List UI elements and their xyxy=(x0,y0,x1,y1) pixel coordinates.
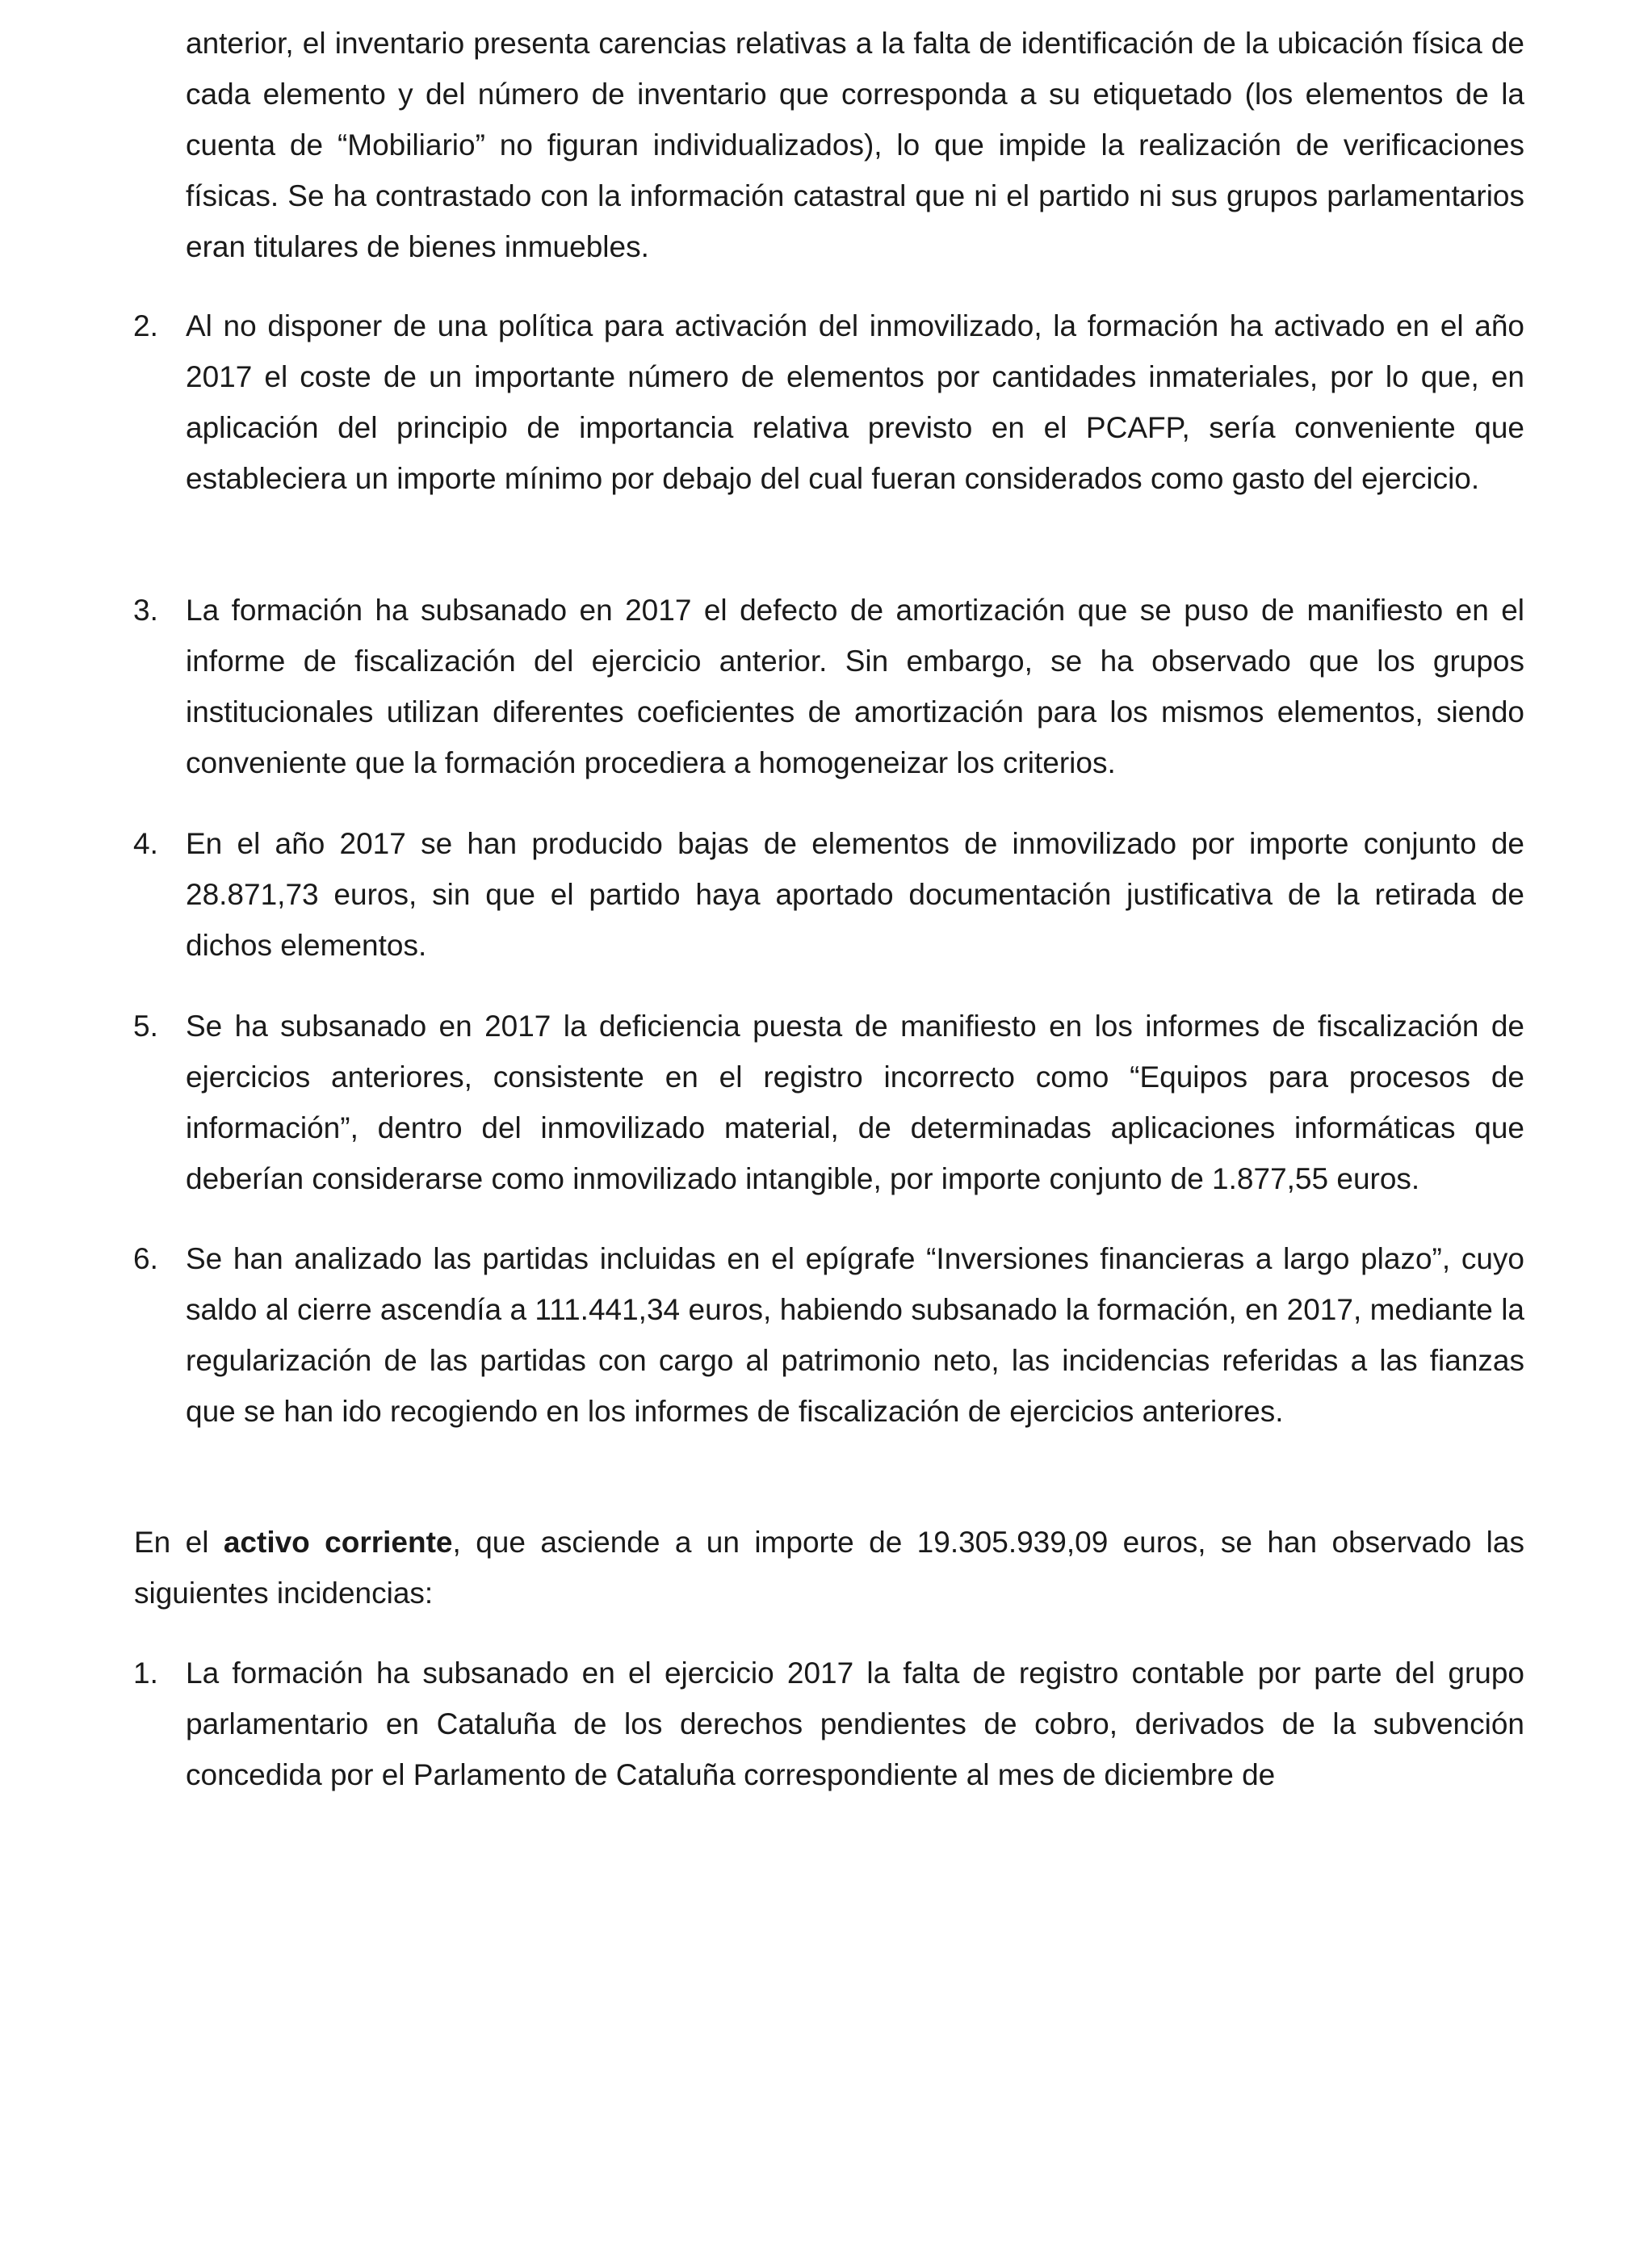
list-item xyxy=(133,1648,1524,1800)
list-item-number: 6. xyxy=(133,1242,158,1275)
list-item-number: 1. xyxy=(133,1656,158,1690)
list-item xyxy=(133,1233,1524,1437)
list-item-number: 3. xyxy=(133,594,158,627)
list-item-text: La formación ha subsanado en el ejercicio 2017 la falta de registro contable por parte del grupo parlamentario en Cataluña de los derechos pendientes de cobro, derivados de la subvención concedida por el Parlamento de Cataluña correspondiente al mes de diciembre de xyxy=(186,1656,1524,1791)
list-item-number: 2. xyxy=(133,309,158,342)
current-assets-text-after: , que asciende a un importe de 19.305.939,09 euros, se han observado las siguientes incidencias: xyxy=(134,1526,1524,1610)
current-assets-paragraph xyxy=(134,1517,1524,1619)
list-item-text: Al no disponer de una política para activación del inmovilizado, la formación ha activado en el año 2017 el coste de un importante número de elementos por cantidades inmateriales, por lo que, en aplicación del principio de importancia relativa previsto en el PCAFP, sería conveniente que estableciera un importe mínimo por debajo del cual fueran considerados como gasto del ejercicio. xyxy=(186,309,1524,495)
list-item-text: La formación ha subsanado en 2017 el defecto de amortización que se puso de manifiesto en el informe de fiscalización del ejercicio anterior. Sin embargo, se ha observado que los grupos institucionales utilizan diferentes coeficientes de amortización para los mismos elementos, siendo conveniente que la formación procediera a homogeneizar los criterios. xyxy=(186,594,1524,779)
list-item xyxy=(133,585,1524,788)
current-assets-text-before: En el xyxy=(134,1526,224,1559)
list-item-number: 4. xyxy=(133,827,158,860)
list-item-text: Se ha subsanado en 2017 la deficiencia puesta de manifiesto en los informes de fiscalización de ejercicios anteriores, consistente en el registro incorrecto como “Equipos para procesos de información”, dentro del inmovilizado material, de determinadas aplicaciones informáticas que deberían considerarse como inmovilizado intangible, por importe conjunto de 1.877,55 euros. xyxy=(186,1010,1524,1195)
list-item xyxy=(133,818,1524,971)
current-assets-bold-term: activo corriente xyxy=(223,1526,453,1559)
list-item xyxy=(133,1001,1524,1204)
list-item-text: En el año 2017 se han producido bajas de elementos de inmovilizado por importe conjunto de 28.871,73 euros, sin que el partido haya aportado documentación justificativa de la retirada de dichos elementos. xyxy=(186,827,1524,962)
list-item-number: 5. xyxy=(133,1010,158,1043)
list-item-text: Se han analizado las partidas incluidas en el epígrafe “Inversiones financieras a largo plazo”, cuyo saldo al cierre ascendía a 111.441,34 euros, habiendo subsanado la formación, en 2017, mediante la regularización de las partidas con cargo al patrimonio neto, las incidencias referidas a las fianzas que se han ido recogiendo en los informes de fiscalización de ejercicios anteriores. xyxy=(186,1242,1524,1428)
list-item xyxy=(133,300,1524,504)
intro-continuation-paragraph: anterior, el inventario presenta carencias relativas a la falta de identificación de la ubicación física de cada elemento y del número de inventario que corresponda a su etiquetado (los elementos de la cuenta de “Mobiliario” no figuran individualizados), lo que impide la realización de verificaciones físicas. Se ha contrastado con la información catastral que ni el partido ni sus grupos parlamentarios eran titulares de bienes inmuebles. xyxy=(186,27,1524,263)
